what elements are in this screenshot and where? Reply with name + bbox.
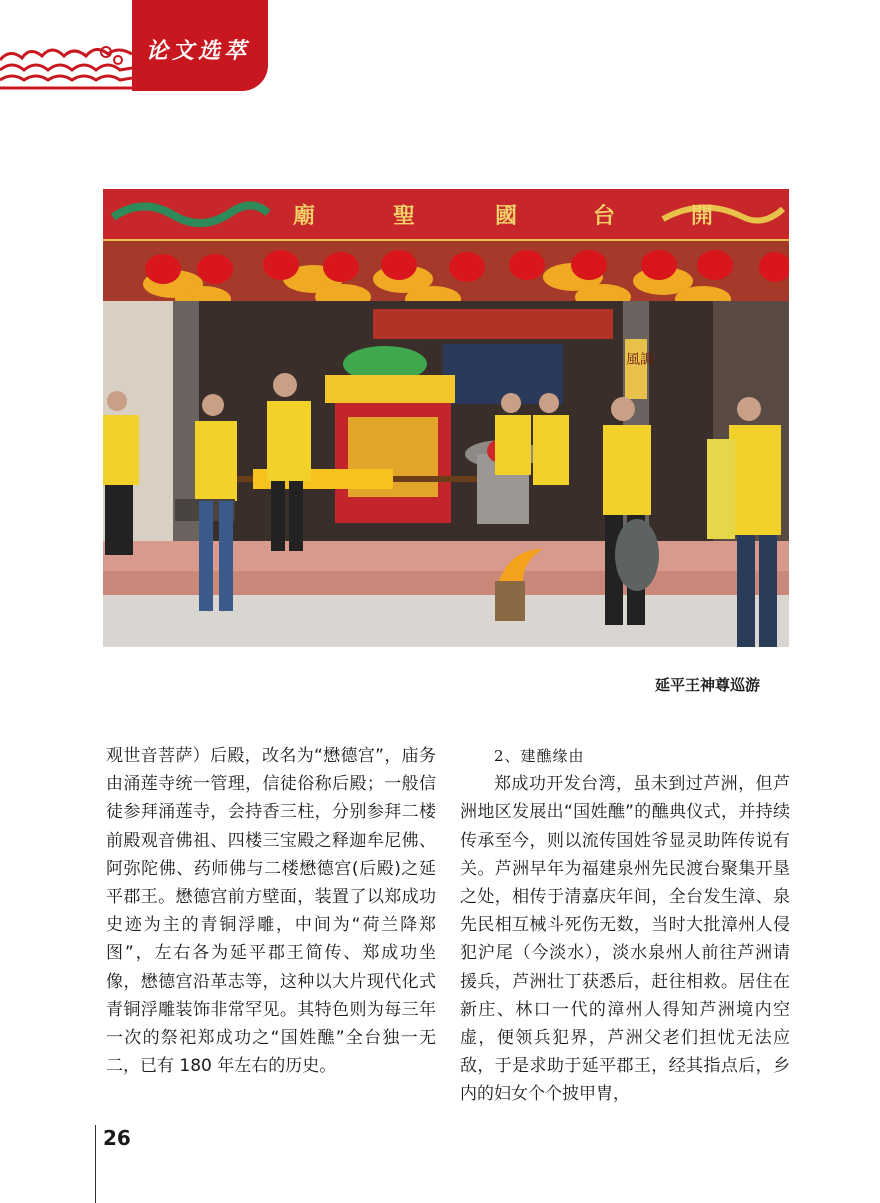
plaque-char: 聖 xyxy=(393,203,416,229)
couplet-text: 風調 xyxy=(626,352,654,368)
plaque-char: 國 xyxy=(495,203,518,229)
paragraph: 郑成功开发台湾，虽未到过芦洲，但芦洲地区发展出“国姓醮”的醮典仪式，并持续传承至今，则以流传国姓爷显灵助阵传说有关。芦洲早年为福建泉州先民渡台聚集开垦之处，相传于清嘉庆年间，全台发生漳、泉先民相互械斗死伤无数，当时大批漳州人侵犯沪尾（今淡水），淡水泉州人前往芦洲请援兵，芦洲壮丁获悉后，赶往相救。居住在新庄、林口一代的漳州人得知芦洲境内空虚，便领兵犯界，芦洲父老们担忧无法应敌，于是求助于延平郡王，经其指点后，乡内的妇女个个披甲胄， xyxy=(460,774,790,1105)
temple-procession-photo xyxy=(103,189,789,647)
photo-illustration xyxy=(103,189,789,647)
plaque-char: 廟 xyxy=(293,203,316,229)
paragraph: 观世音菩萨）后殿，改名为“懋德宫”，庙务由涌莲寺统一管理，信徒俗称后殿；一般信徒参拜涌莲寺，会持香三柱，分别参拜二楼前殿观音佛祖、四楼三宝殿之释迦牟尼佛、阿弥陀佛、药师佛与二楼懋德宫(后殿)之延平郡王。懋德宫前方壁面，装置了以郑成功史迹为主的青铜浮雕，中间为“荷兰降郑图”，左右各为延平郡王简传、郑成功坐像，懋德宫沿革志等，这种以大片现代化式青铜浮雕装饰非常罕见。其特色则为每三年一次的祭祀郑成功之“国姓醮”全台独一无二，已有 180 年左右的历史。 xyxy=(106,746,436,1077)
plaque-char: 台 xyxy=(593,203,616,229)
section-header-tab xyxy=(132,0,268,91)
wave-ornament-icon xyxy=(0,40,132,92)
section-title: 论文选萃 xyxy=(146,38,251,64)
page-number-rule xyxy=(95,1125,96,1203)
page-number: 26 xyxy=(103,1126,131,1150)
plaque-char: 開 xyxy=(691,203,714,229)
section-subheading: 2、建醮缘由 xyxy=(494,747,585,765)
photo-caption: 延平王神尊巡游 xyxy=(654,676,760,694)
right-text-column xyxy=(460,742,790,1109)
left-text-column xyxy=(106,742,436,1080)
